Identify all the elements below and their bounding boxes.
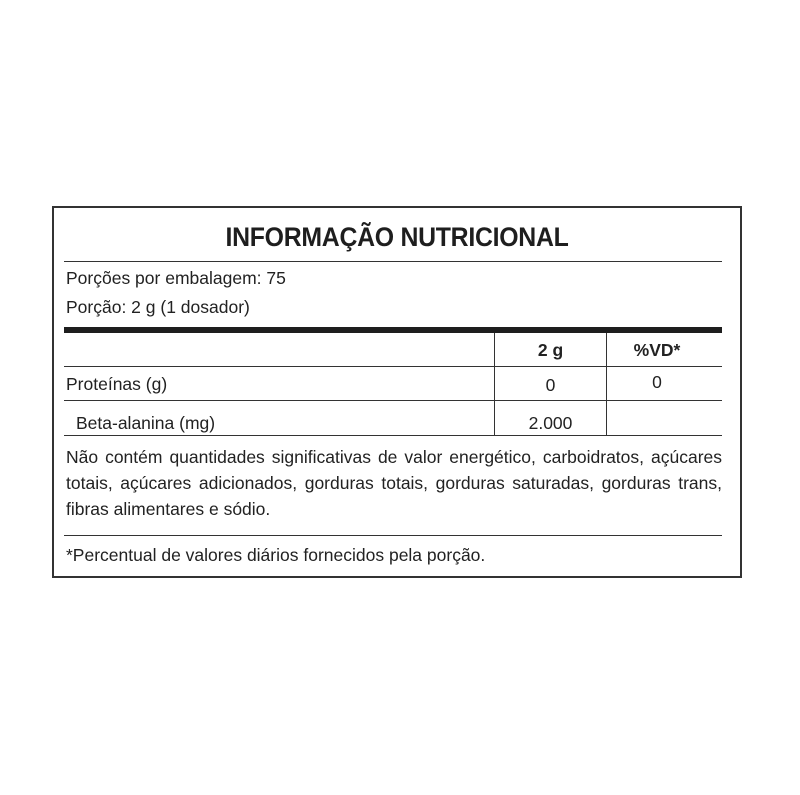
table-bottom-divider bbox=[64, 435, 722, 436]
note-divider bbox=[64, 535, 722, 536]
label-title: INFORMAÇÃO NUTRICIONAL bbox=[225, 222, 569, 252]
row-divider bbox=[64, 400, 722, 401]
serving-divider bbox=[64, 327, 722, 333]
title-divider bbox=[64, 261, 722, 262]
table-row-amount: 2.000 bbox=[528, 413, 573, 433]
serving-size: Porção: 2 g (1 dosador) bbox=[66, 297, 250, 317]
servings-per-package: Porções por embalagem: 75 bbox=[66, 268, 286, 288]
nutrient-note: Não contém quantidades significativas de valor energético, carboidratos, açúcares totais, açúcares adicionados, gorduras totais, gorduras saturadas, gorduras trans, fibras alimentares e sódio. bbox=[66, 447, 722, 519]
table-row-amount: 0 bbox=[545, 375, 556, 395]
table-row-name: Proteínas (g) bbox=[66, 374, 168, 394]
header-daily-value: %VD* bbox=[633, 340, 681, 360]
nutrition-facts-label bbox=[52, 206, 742, 578]
header-row-divider bbox=[64, 366, 722, 367]
daily-value-footnote: *Percentual de valores diários fornecidos pela porção. bbox=[66, 545, 486, 565]
table-row-daily-value: 0 bbox=[652, 372, 662, 392]
header-amount: 2 g bbox=[537, 340, 564, 360]
table-row-name: Beta-alanina (mg) bbox=[76, 413, 216, 433]
